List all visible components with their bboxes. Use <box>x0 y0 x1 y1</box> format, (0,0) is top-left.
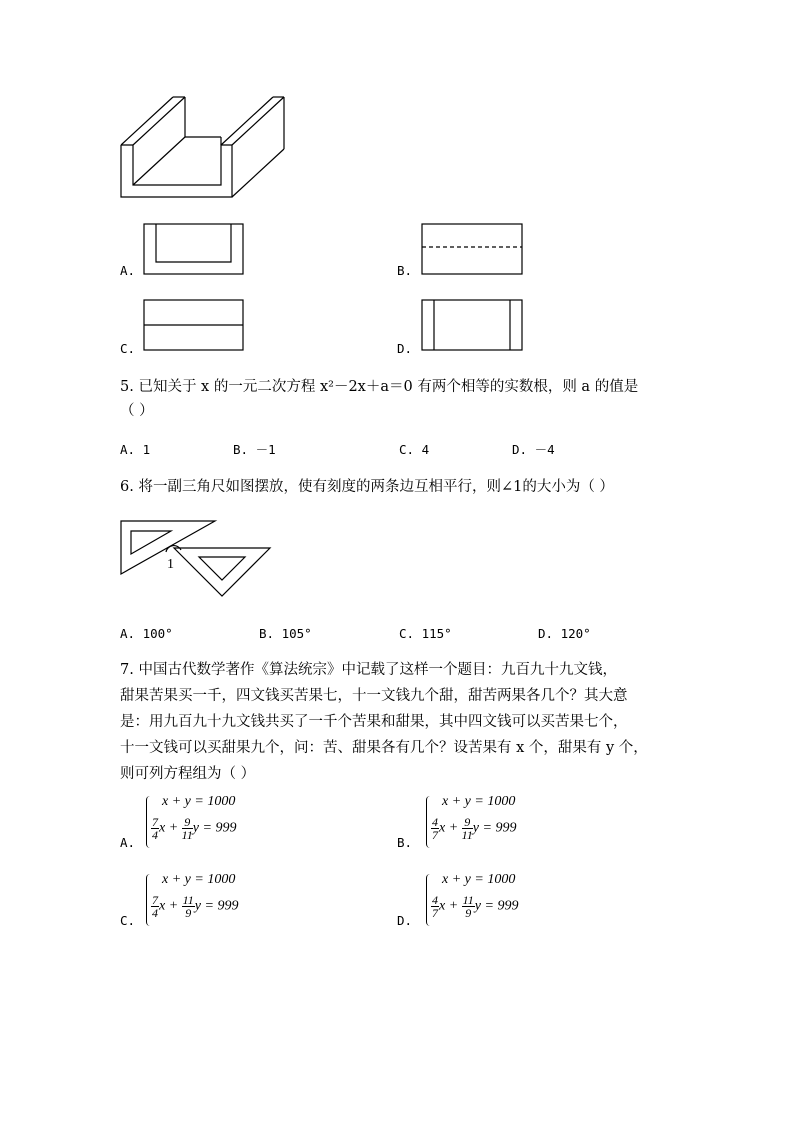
q7-option-a-eq1: x + y = 1000 <box>162 794 236 809</box>
q6-option-b <box>259 625 312 643</box>
q7-option-c-letter: C. <box>120 913 136 928</box>
q7-line4: 十一文钱可以买甜果九个，问：苦、甜果各有几个？设苦果有 x 个，甜果有 y 个， <box>120 740 648 756</box>
question-7 <box>120 657 648 787</box>
q4-option-a-letter: A. <box>120 263 136 278</box>
q4-option-d-letter: D. <box>397 341 413 356</box>
q7-option-d-letter: D. <box>397 913 413 928</box>
q5-option-b-letter: B. <box>233 442 249 457</box>
q7-option-b-letter: B. <box>397 835 413 850</box>
q7-option-c-eq2: $\frac{7}{4}$ x + $\frac{11}{9}$ y = 999 <box>152 893 239 920</box>
q6-option-c <box>399 625 452 643</box>
q5-number: 5. <box>120 379 134 395</box>
q6-option-b-letter: B. <box>259 626 275 641</box>
q5-bracket: （ ） <box>120 403 154 419</box>
q7-option-a-eq2: $\frac{7}{4}$ x + $\frac{9}{11}$ y = 999 <box>152 815 237 842</box>
q6-number: 6. <box>120 479 134 495</box>
q7-option-c-eq1: x + y = 1000 <box>162 872 236 887</box>
q6-text: 将一副三角尺如图摆放，使有刻度的两条边互相平行，则∠1的大小为（ ） <box>138 479 614 495</box>
q6-option-b-value: 105° <box>281 626 312 641</box>
q6-option-a-value: 100° <box>142 626 173 641</box>
q7-option-b-eq1: x + y = 1000 <box>442 794 516 809</box>
angle-1-label: 1 <box>167 557 174 572</box>
q6-option-c-value: 115° <box>421 626 452 641</box>
q6-option-d-value: 120° <box>560 626 591 641</box>
q6-option-c-letter: C. <box>399 626 415 641</box>
q6-options <box>120 625 720 643</box>
q7-line2: 甜果苦果买一千，四文钱买苦果七，十一文钱九个甜，甜苦两果各几个？其大意 <box>120 688 628 704</box>
q6-option-d-letter: D. <box>538 626 554 641</box>
q7-line5: 则可列方程组为（ ） <box>120 766 256 782</box>
q7-option-b-eq2: $\frac{4}{7}$ x + $\frac{9}{11}$ y = 999 <box>432 815 517 842</box>
q4-option-b-letter: B. <box>397 263 413 278</box>
q5-option-b-value: －1 <box>255 442 276 457</box>
q6-option-a-letter: A. <box>120 626 136 641</box>
q5-option-a-value: 1 <box>142 442 151 457</box>
q7-line1: 中国古代数学著作《算法统宗》中记载了这样一个题目：九百九十九文钱， <box>138 662 617 678</box>
q5-text: 已知关于 x 的一元二次方程 x²－2x＋a＝0 有两个相等的实数根，则 a 的值是 <box>138 379 639 395</box>
q5-option-d-letter: D. <box>512 442 528 457</box>
q7-option-a-letter: A. <box>120 835 136 850</box>
q7-option-d-eq1: x + y = 1000 <box>442 872 516 887</box>
q5-option-c-letter: C. <box>399 442 415 457</box>
q5-option-d-value: －4 <box>534 442 555 457</box>
q7-number: 7. <box>120 662 134 678</box>
q5-option-c-value: 4 <box>421 442 430 457</box>
q6-option-a <box>120 625 173 643</box>
q7-option-d-eq2: $\frac{4}{7}$ x + $\frac{11}{9}$ y = 999 <box>432 893 519 920</box>
q5-option-a-letter: A. <box>120 442 136 457</box>
q4-option-c-letter: C. <box>120 341 136 356</box>
q6-option-d <box>538 625 591 643</box>
q7-line3: 是：用九百九十九文钱共买了一千个苦果和甜果，其中四文钱可以买苦果七个， <box>120 714 628 730</box>
